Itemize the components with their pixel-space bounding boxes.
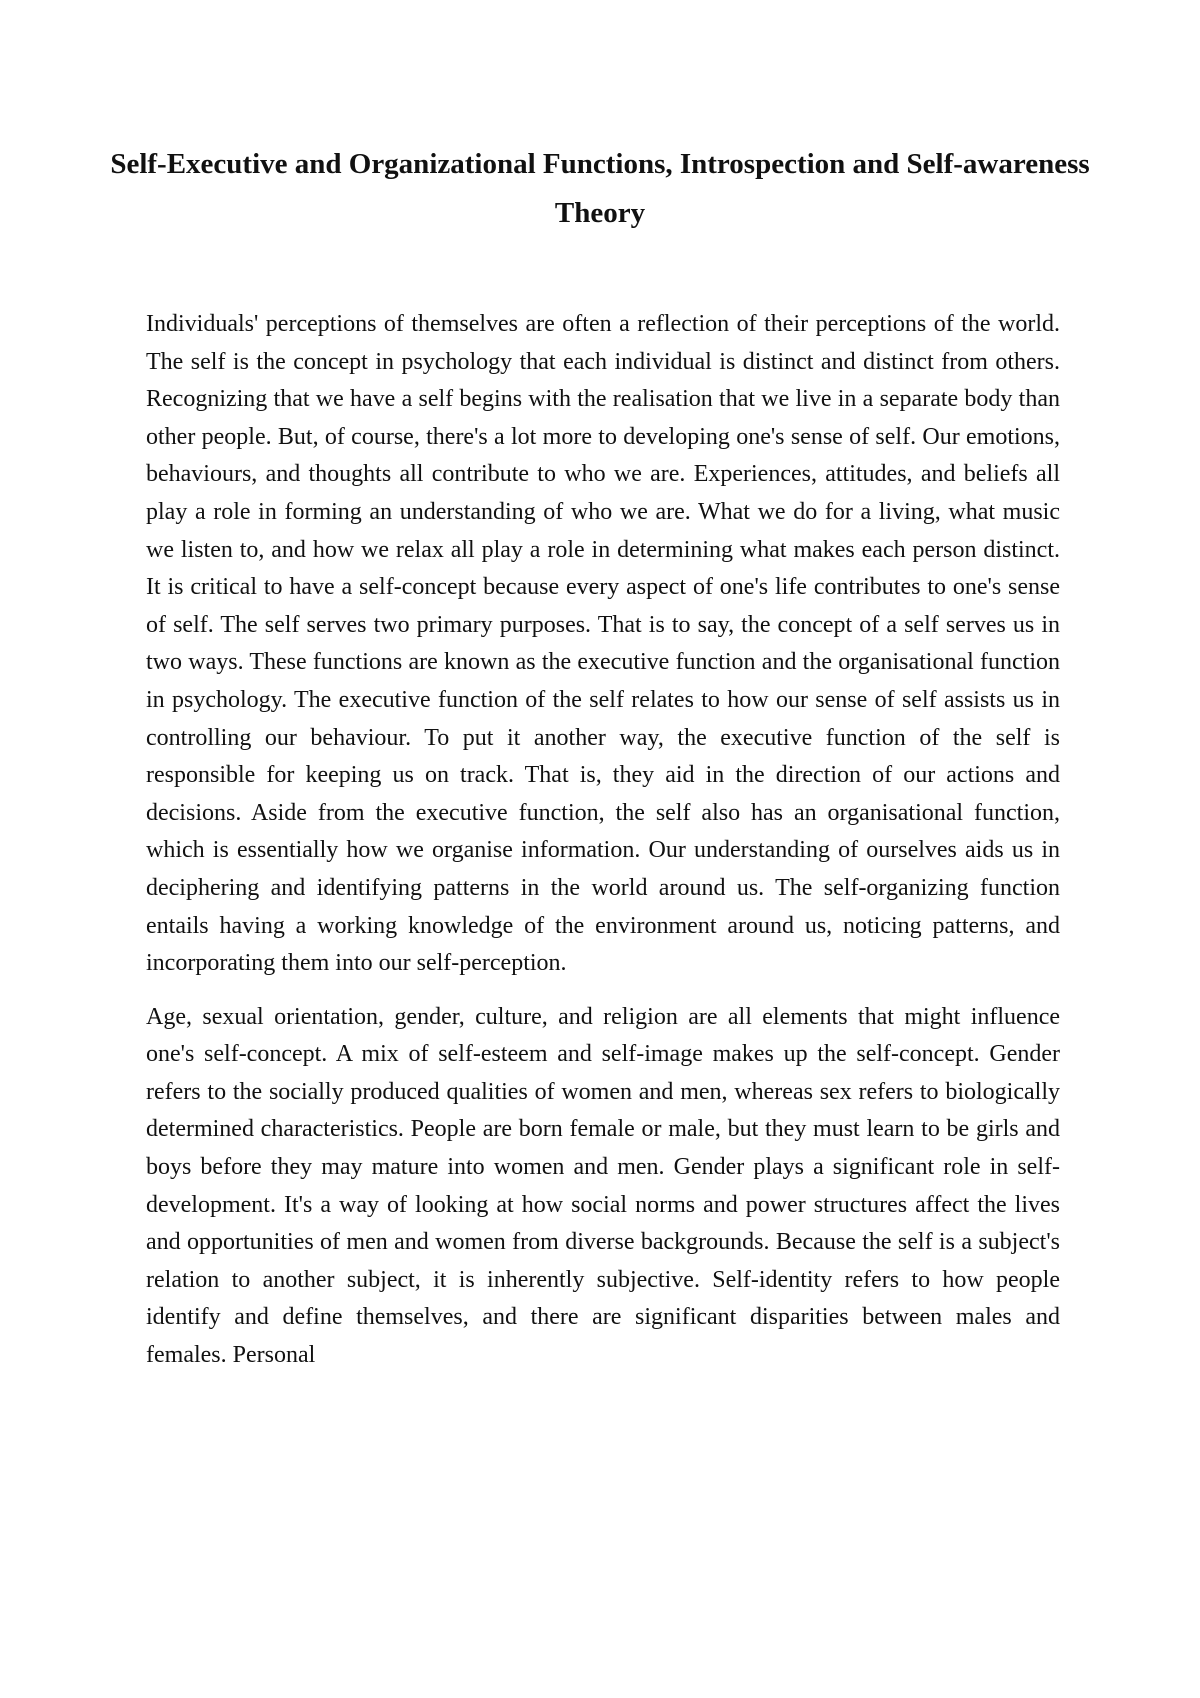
- page-title: Self-Executive and Organizational Functions, Introspection and Self-awareness Theory: [110, 148, 1090, 229]
- paragraph-1: Individuals' perceptions of themselves are often a reflection of their perceptions of the world. The self is the concept in psychology that each individual is distinct and distinct from others. Recognizing that we have a self begins with the realisation that we live in a separate body than other people. But, of course, there's a lot more to developing one's sense of self. Our emotions, behaviours, and thoughts all contribute to who we are. Experiences, attitudes, and beliefs all play a role in forming an understanding of who we are. What we do for a living, what music we listen to, and how we relax all play a role in determining what makes each person distinct. It is critical to have a self-concept because every aspect of one's life contributes to one's sense of self. The self serves two primary purposes. That is to say, the concept of a self serves us in two ways. These functions are known as the executive function and the organisational function in psychology. The executive function of the self relates to how our sense of self assists us in controlling our behaviour. To put it another way, the executive function of the self is responsible for keeping us on track. That is, they aid in the direction of our actions and decisions. Aside from the executive function, the self also has an organisational function, which is essentially how we organise information. Our understanding of ourselves aids us in deciphering and identifying patterns in the world around us. The self-organizing function entails having a working knowledge of the environment around us, noticing patterns, and incorporating them into our self-perception.: [146, 311, 1060, 977]
- paragraph-2: Age, sexual orientation, gender, culture, and religion are all elements that might influence one's self-concept. A mix of self-esteem and self-image makes up the self-concept. Gender refers to the socially produced qualities of women and men, whereas sex refers to biologically determined characteristics. People are born female or male, but they must learn to be girls and boys before they may mature into women and men. Gender plays a significant role in self-development. It's a way of looking at how social norms and power structures affect the lives and opportunities of men and women from diverse backgrounds. Because the self is a subject's relation to another subject, it is inherently subjective. Self-identity refers to how people identify and define themselves, and there are significant disparities between males and females. Personal: [146, 1003, 1060, 1369]
- body-text: [146, 306, 1060, 1391]
